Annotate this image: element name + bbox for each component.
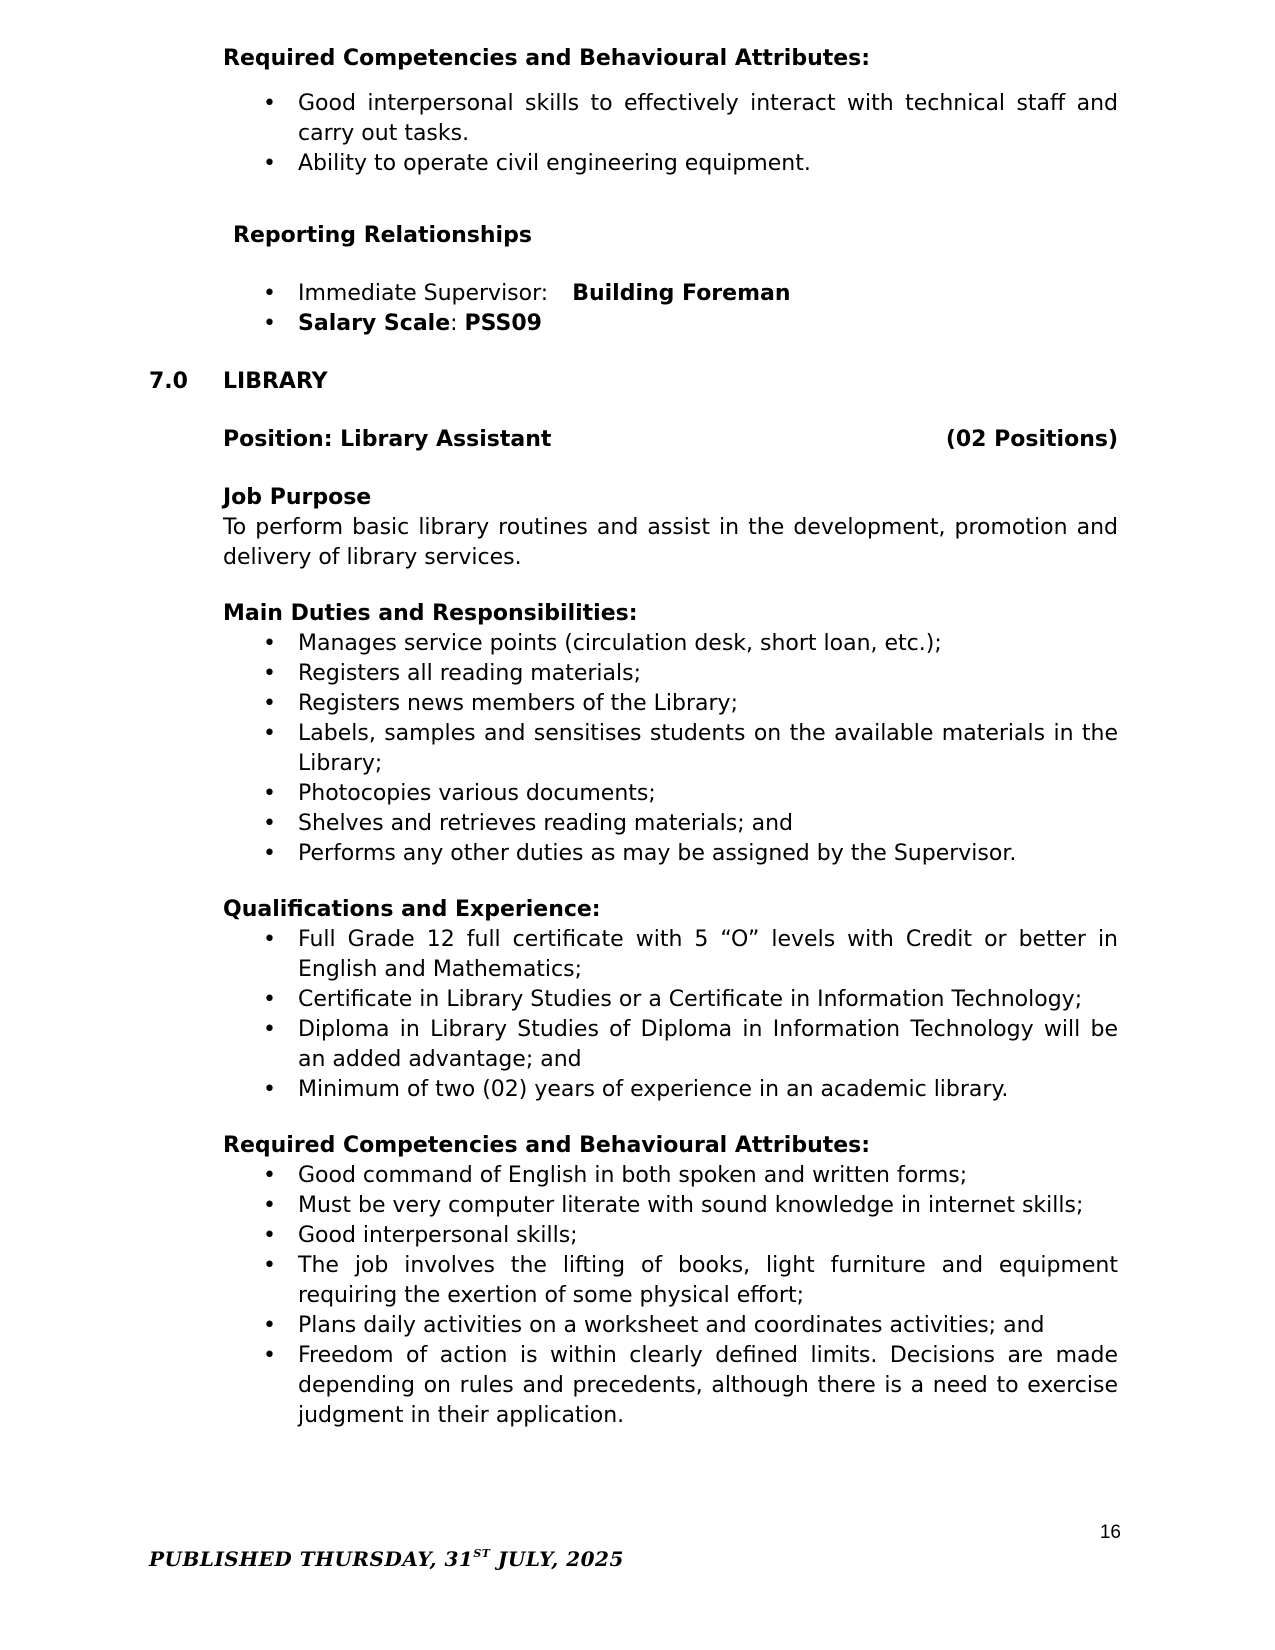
list-item: • Manages service points (circulation desk, short loan, etc.); — [223, 629, 1118, 659]
publication-footer — [149, 1546, 624, 1572]
salary-value: PSS09 — [464, 311, 542, 336]
competencies-list — [223, 1161, 1118, 1431]
qualifications-list — [223, 925, 1118, 1105]
duties-heading: Main Duties and Responsibilities: — [223, 601, 638, 626]
section-number: 7.0 — [149, 369, 188, 394]
section-heading-library — [149, 367, 1118, 397]
page-number: 16 — [1099, 1522, 1121, 1543]
position-title: Position: Library Assistant — [223, 427, 552, 452]
job-purpose-heading: Job Purpose — [223, 485, 372, 510]
list-item: • Diploma in Library Studies of Diploma in Information Technology will be an added advantage; and — [223, 1015, 1118, 1075]
competencies-heading-top: Required Competencies and Behavioural Attributes: — [223, 46, 871, 71]
reporting-list — [223, 279, 1118, 339]
footer-suffix: JULY, 2025 — [490, 1547, 624, 1571]
duties-list — [223, 629, 1118, 869]
footer-superscript: ST — [473, 1547, 491, 1560]
list-item: • Certificate in Library Studies or a Certificate in Information Technology; — [223, 985, 1118, 1015]
section-title: LIBRARY — [223, 369, 328, 394]
list-item: • Full Grade 12 full certificate with 5 “O” levels with Credit or better in English and Mathematics; — [223, 925, 1118, 985]
list-item: • Plans daily activities on a worksheet and coordinates activities; and — [223, 1311, 1118, 1341]
list-item: • Ability to operate civil engineering equipment. — [223, 149, 1118, 179]
list-item: • Performs any other duties as may be assigned by the Supervisor. — [223, 839, 1118, 869]
position-count: (02 Positions) — [945, 427, 1118, 452]
reporting-heading: Reporting Relationships — [233, 223, 532, 248]
competencies-list-top — [223, 89, 1118, 179]
list-item: • Good interpersonal skills; — [223, 1221, 1118, 1251]
salary-separator: : — [450, 311, 458, 336]
list-item-supervisor — [223, 279, 1118, 309]
list-item: • The job involves the lifting of books, light furniture and equipment requiring the exertion of some physical effort; — [223, 1251, 1118, 1311]
list-item: • Good command of English in both spoken and written forms; — [223, 1161, 1118, 1191]
list-item: • Registers news members of the Library; — [223, 689, 1118, 719]
page-content — [149, 44, 1118, 1431]
competencies-heading: Required Competencies and Behavioural Attributes: — [223, 1133, 871, 1158]
list-item: • Good interpersonal skills to effectively interact with technical staff and carry out tasks. — [223, 89, 1118, 149]
qualifications-heading: Qualifications and Experience: — [223, 897, 601, 922]
list-item-salary — [223, 309, 1118, 339]
salary-label: Salary Scale — [298, 311, 451, 336]
list-item: • Freedom of action is within clearly defined limits. Decisions are made depending on rules and precedents, although there is a need to exercise judgment in their application. — [223, 1341, 1118, 1431]
supervisor-label: Immediate Supervisor: — [298, 281, 549, 306]
list-item: • Labels, samples and sensitises students on the available materials in the Library; — [223, 719, 1118, 779]
supervisor-value: Building Foreman — [572, 281, 791, 306]
list-item: • Photocopies various documents; — [223, 779, 1118, 809]
position-row — [223, 425, 1118, 455]
job-purpose-text: To perform basic library routines and assist in the development, promotion and delivery of library services. — [223, 515, 1118, 570]
list-item: • Must be very computer literate with sound knowledge in internet skills; — [223, 1191, 1118, 1221]
list-item: • Minimum of two (02) years of experience in an academic library. — [223, 1075, 1118, 1105]
list-item: • Registers all reading materials; — [223, 659, 1118, 689]
footer-prefix: PUBLISHED THURSDAY, 31 — [149, 1547, 474, 1571]
list-item: • Shelves and retrieves reading materials; and — [223, 809, 1118, 839]
